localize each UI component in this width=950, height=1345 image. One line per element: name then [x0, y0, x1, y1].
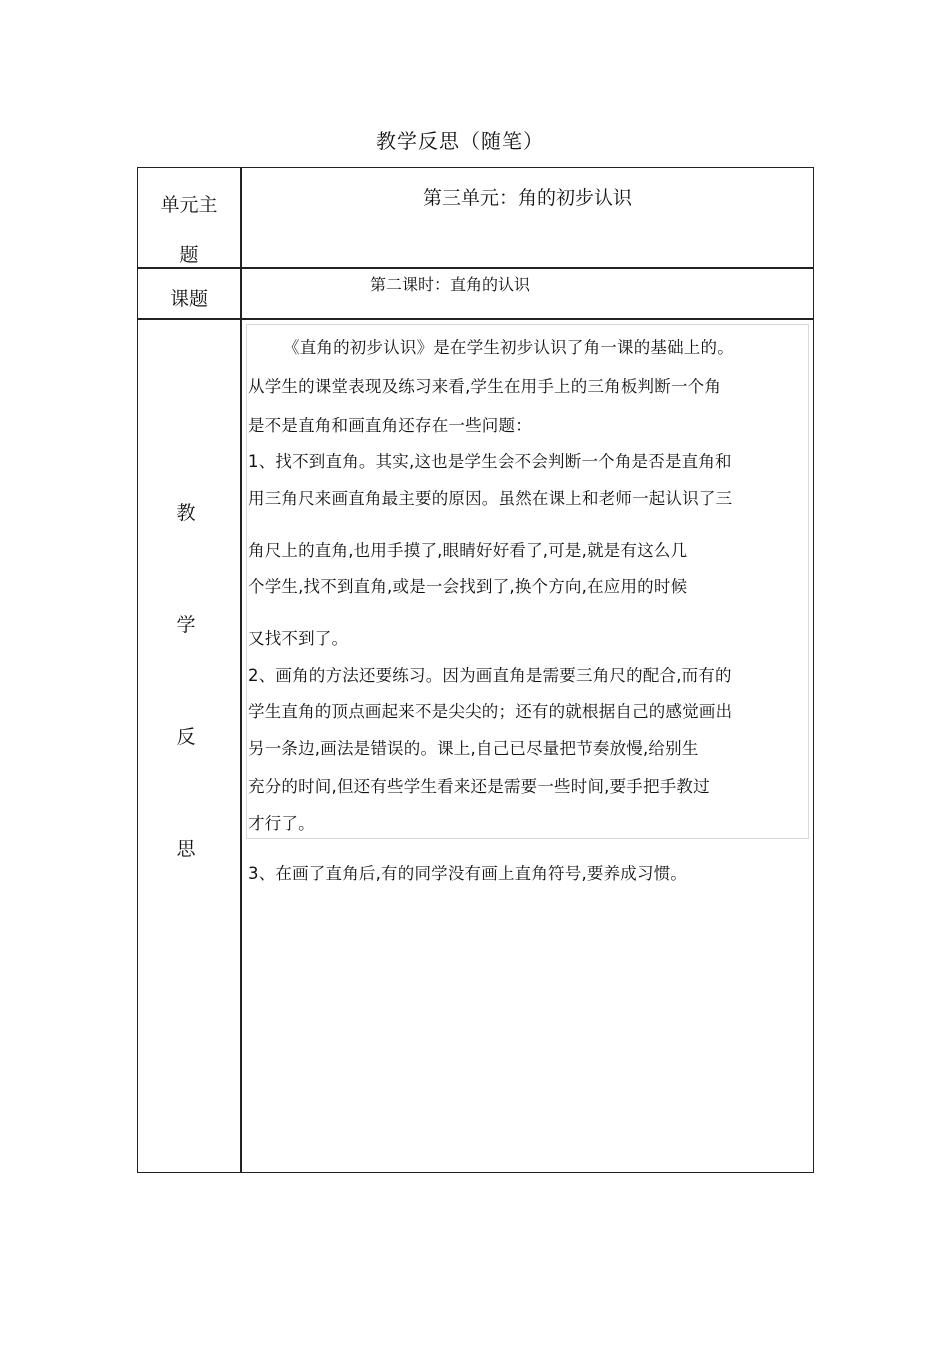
reflection-line: 2、画角的方法还要练习。因为画直角是需要三角尺的配合,而有的 [248, 666, 732, 685]
reflection-line: 学生直角的顶点画起来不是尖尖的；还有的就根据自己的感觉画出 [248, 702, 733, 721]
lesson-value: 第二课时：直角的认识 [370, 275, 531, 294]
reflection-line: 角尺上的直角,也用手摸了,眼睛好好看了,可是,就是有这么几 [248, 541, 688, 560]
reflection-table [137, 167, 814, 1173]
reflection-line: 用三角尺来画直角最主要的原因。虽然在课上和老师一起认识了三 [248, 489, 733, 508]
reflection-label-char: 学 [176, 614, 196, 636]
reflection-line: 1、找不到直角。其实,这也是学生会不会判断一个角是否是直角和 [248, 452, 732, 471]
reflection-line: 从学生的课堂表现及练习来看,学生在用手上的三角板判断一个角 [248, 377, 722, 396]
unit-theme-label-line2: 题 [179, 244, 199, 266]
reflection-label-char: 思 [176, 838, 196, 860]
reflection-line: 另一条边,画法是错误的。课上,自己已尽量把节奏放慢,给别生 [248, 739, 699, 758]
reflection-line: 充分的时间,但还有些学生看来还是需要一些时间,要手把手教过 [248, 777, 710, 796]
unit-theme-value: 第三单元：角的初步认识 [422, 187, 632, 209]
reflection-line: 个学生,找不到直角,或是一会找到了,换个方向,在应用的时候 [248, 577, 688, 596]
reflection-label-char: 反 [176, 726, 196, 748]
reflection-line: 3、在画了直角后,有的同学没有画上直角符号,要养成习惯。 [248, 864, 688, 883]
reflection-line: 是不是直角和画直角还存在一些问题： [248, 416, 532, 435]
reflection-line: 《直角的初步认识》是在学生初步认识了角一课的基础上的。 [283, 338, 734, 357]
page-title: 教学反思（随笔） [376, 129, 544, 153]
reflection-line: 又找不到了。 [248, 629, 349, 648]
row-divider-lesson [138, 318, 813, 320]
reflection-label [138, 498, 234, 946]
unit-theme-label [138, 180, 240, 280]
reflection-line: 才行了。 [248, 814, 315, 833]
unit-theme-label-line1: 单元主 [160, 194, 218, 216]
reflection-label-char: 教 [176, 502, 196, 524]
lesson-label: 课题 [169, 288, 208, 310]
